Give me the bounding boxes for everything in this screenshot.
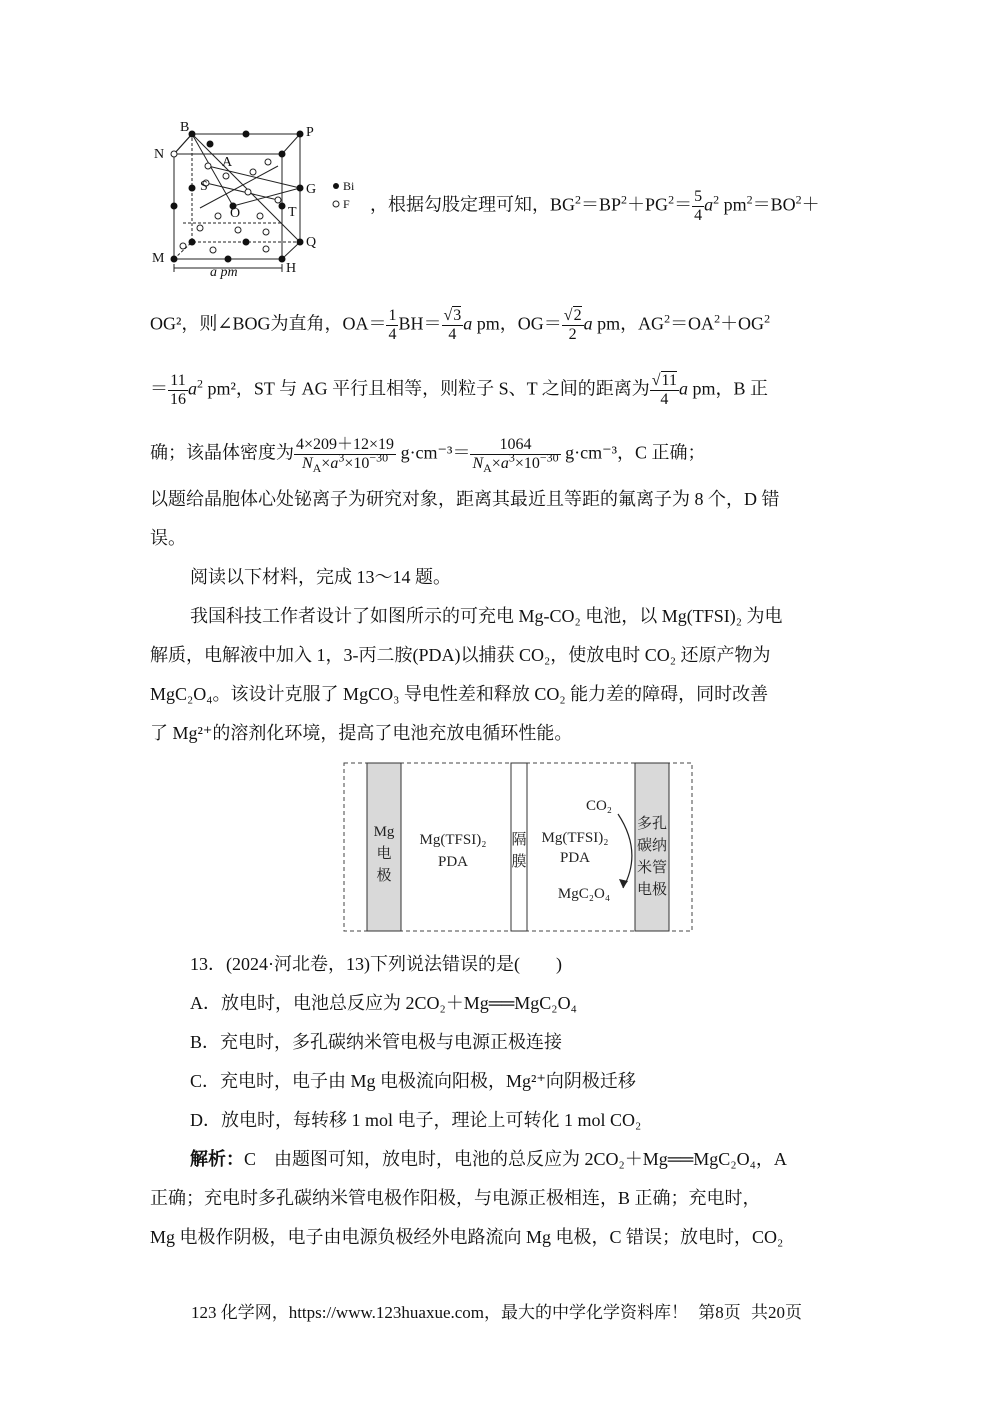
right-electrolyte-2: PDA bbox=[559, 850, 591, 866]
footer-page: 第8页 bbox=[698, 1303, 741, 1322]
option-a: A．放电时，电池总反应为 2CO₂＋Mg══MgC₂O₄ bbox=[190, 993, 577, 1013]
solution-line-1: ，根据勾股定理可知，$BG^2=BP^2+PG^2=$ $\frac{5}{4}$ $a^2$ $pm^2=BO^2+$ bbox=[370, 188, 820, 224]
cnt-label-3: 米管 bbox=[636, 860, 668, 876]
analysis-line-3: Mg 电极作阴极，电子由电源负极经外电路流向 Mg 电极，C 错误；放电时，CO₂ bbox=[150, 1227, 784, 1247]
crystal-label-t: T bbox=[288, 205, 297, 220]
crystal-cell-figure bbox=[148, 118, 363, 283]
crystal-label-q: Q bbox=[306, 235, 317, 250]
left-electrolyte-2: PDA bbox=[437, 854, 469, 870]
right-electrolyte-1: Mg(TFSI)₂ bbox=[541, 830, 609, 846]
material-p2: 解质，电解液中加入 1，3-丙二胺(PDA)以捕获 CO₂，使放电时 CO₂ 还原产物为 bbox=[150, 645, 771, 665]
material-p1: 我国科技工作者设计了如图所示的可充电 Mg-CO₂ 电池，以 Mg(TFSI)₂ 为电 bbox=[190, 606, 783, 626]
dimension-label: a pm bbox=[210, 265, 238, 280]
reaction-arrow bbox=[618, 814, 632, 888]
crystal-label-s: S bbox=[200, 179, 208, 194]
crystal-label-p: P bbox=[306, 125, 314, 140]
solution-line-6: 误。 bbox=[150, 528, 186, 548]
crystal-label-n: N bbox=[154, 147, 165, 162]
co2-label: CO₂ bbox=[585, 798, 613, 814]
mg-electrode-label-3: 极 bbox=[376, 868, 392, 884]
legend-f-label: F bbox=[343, 197, 350, 211]
legend-bi-marker bbox=[333, 183, 339, 189]
battery-diagram bbox=[343, 762, 695, 934]
crystal-label-m: M bbox=[152, 251, 165, 266]
footer-total: 共20页 bbox=[751, 1303, 803, 1322]
cnt-label-2: 碳纳 bbox=[636, 838, 668, 854]
solution-line-3: ＝ $\frac{11}{16}$ $a^2$ pm²，ST 与 AG 平行且相等，则粒子 S、T 之间的距离为 $\frac{√11}{4}$ a pm，B 正 bbox=[150, 372, 768, 408]
cnt-label-1: 多孔 bbox=[636, 816, 668, 832]
mg-electrode-label-1: Mg bbox=[373, 824, 395, 840]
material-p3: MgC₂O₄。该设计克服了 MgCO₃ 导电性差和释放 CO₂ 能力差的障碍，同时改善 bbox=[150, 684, 769, 704]
legend-f-marker bbox=[333, 201, 339, 207]
page-footer bbox=[0, 1298, 993, 1323]
cnt-label-4: 电极 bbox=[636, 882, 668, 898]
material-intro: 阅读以下材料，完成 13～14 题。 bbox=[190, 567, 451, 587]
option-b: B．充电时，多孔碳纳米管电极与电源正极连接 bbox=[190, 1032, 563, 1052]
option-c: C．充电时，电子由 Mg 电极流向阳极，Mg²⁺向阴极迁移 bbox=[190, 1071, 636, 1091]
question-stem: 13．(2024·河北卷，13)下列说法错误的是( ) bbox=[190, 954, 562, 974]
option-d: D．放电时，每转移 1 mol 电子，理论上可转化 1 mol CO₂ bbox=[190, 1110, 642, 1130]
solution-line-5: 以题给晶胞体心处铋离子为研究对象，距离其最近且等距的氟离子为 8 个，D 错 bbox=[150, 489, 780, 509]
solution-line-2: OG²，则∠BOG为直角，OA＝ $\frac{1}{4}$ BH＝ $\frac{√3}{4}$ a pm，OG＝ $\frac{√2}{2}$ a pm，$AG^2=OA^2+OG^2$ bbox=[150, 307, 771, 343]
solution-line-4: 确；该晶体密度为 $\frac{4\times 209+12\times 19}{N_A\times a^3\times 10^{-30}}$ g·cm⁻³＝ $\frac{1064}{N_A\times a^3\times 10^{-30}}$ g·cm⁻³，C 正确； bbox=[150, 436, 706, 476]
footer-site: 123 化学网，https://www.123huaxue.com，最大的中学化学资料库！ bbox=[190, 1303, 689, 1322]
crystal-label-h: H bbox=[286, 261, 297, 276]
left-electrolyte-1: Mg(TFSI)₂ bbox=[419, 832, 487, 848]
legend-bi-label: Bi bbox=[343, 179, 355, 193]
material-p4: 了 Mg²⁺的溶剂化环境，提高了电池充放电循环性能。 bbox=[150, 723, 573, 743]
crystal-label-g: G bbox=[306, 182, 317, 197]
crystal-label-b: B bbox=[180, 120, 190, 135]
crystal-label-a: A bbox=[222, 155, 233, 170]
analysis-line-2: 正确；充电时多孔碳纳米管电极作阳极，与电源正极相连，B 正确；充电时， bbox=[150, 1188, 761, 1208]
separator-label-2: 膜 bbox=[511, 854, 527, 870]
crystal-label-o: O bbox=[230, 206, 241, 221]
separator-label-1: 隔 bbox=[511, 832, 527, 848]
analysis-line-1: 解析：C 由题图可知，放电时，电池的总反应为 2CO₂＋Mg══MgC₂O₄，A bbox=[190, 1149, 787, 1169]
mg-electrode-label-2: 电 bbox=[376, 846, 392, 862]
mgc2o4-label: MgC₂O₄ bbox=[557, 886, 611, 902]
